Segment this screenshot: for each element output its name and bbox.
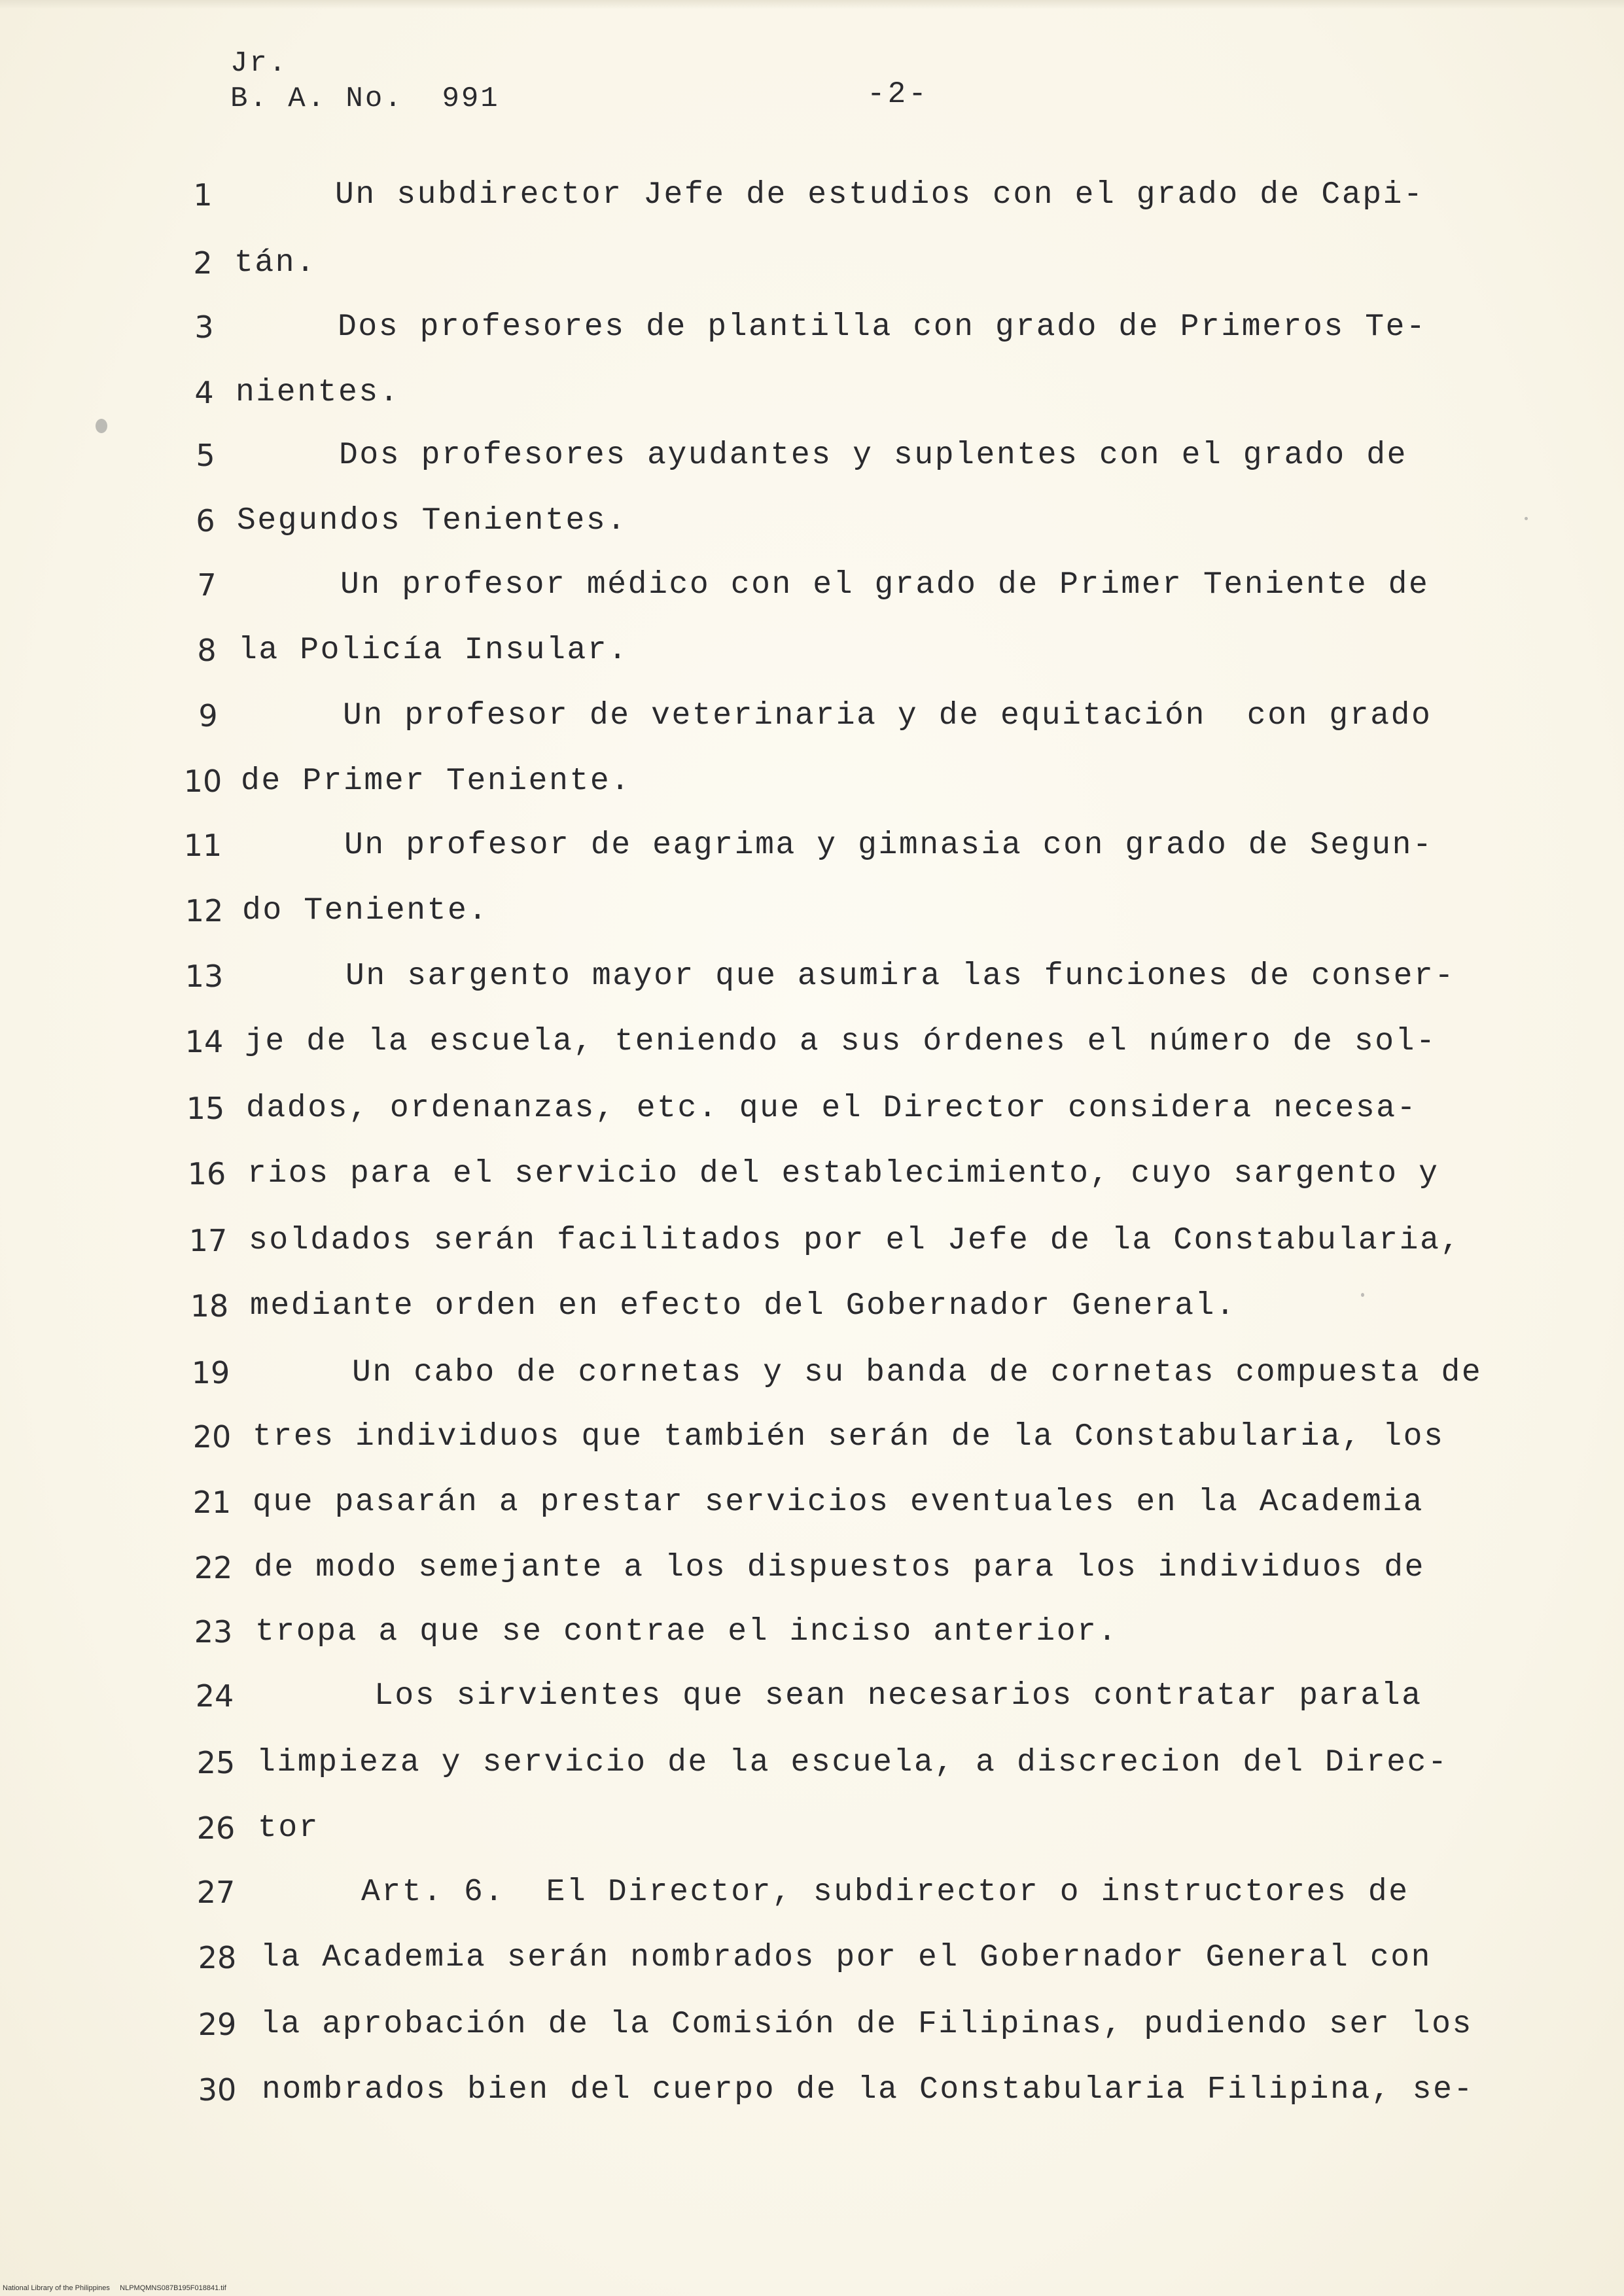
text-line: [0, 1548, 1624, 1587]
line-number: 11: [183, 828, 222, 863]
line-number: 17: [188, 1223, 228, 1258]
line-text: dados, ordenanzas, etc. que el Director considera necesa-: [246, 1091, 1418, 1126]
line-number: 10: [183, 764, 222, 799]
text-line: [0, 1612, 1624, 1651]
line-number: 27: [196, 1875, 236, 1910]
line-text: Los sirvientes que sean necesarios contratar parala: [374, 1678, 1422, 1714]
line-text: tán.: [234, 245, 317, 281]
line-text: mediante orden en efecto del Gobernador General.: [250, 1288, 1237, 1324]
text-line: [0, 1483, 1624, 1522]
paper-speck: [1525, 517, 1528, 520]
paper-speck: [96, 419, 107, 433]
bill-number: B. A. No. 991: [230, 82, 500, 115]
text-line: [0, 631, 1624, 670]
text-line: [0, 1286, 1624, 1326]
text-line: [0, 243, 1624, 283]
line-text: tres individuos que también serán de la Constabularia, los: [253, 1419, 1445, 1455]
paper-speck: [1361, 1293, 1364, 1297]
line-text: que pasarán a prestar servicios eventuales en la Academia: [253, 1485, 1424, 1520]
line-number: 12: [185, 893, 224, 928]
line-text: do Teniente.: [242, 893, 489, 928]
line-number: 24: [195, 1678, 234, 1714]
text-line: [0, 891, 1624, 930]
line-number: 23: [194, 1614, 233, 1650]
line-number: 9: [198, 698, 218, 733]
line-text: de modo semejante a los dispuestos para los individuos de: [254, 1550, 1426, 1585]
text-line: [0, 501, 1624, 540]
text-line: [0, 2005, 1624, 2044]
line-text: Art. 6. El Director, subdirector o instructores de: [361, 1875, 1409, 1910]
text-line: [0, 1743, 1624, 1782]
line-number: 8: [197, 633, 217, 668]
line-number: 2: [193, 245, 213, 281]
text-line: [0, 1089, 1624, 1128]
archive-credit: National Library of the Philippines NLPMQMNS087B195F018841.tif: [3, 2284, 226, 2292]
line-text: Un cabo de cornetas y su banda de cornetas compuesta de: [352, 1355, 1483, 1390]
line-text: Dos profesores de plantilla con grado de Primeros Te-: [338, 309, 1427, 345]
line-number: 14: [185, 1024, 224, 1059]
text-line: [0, 1154, 1624, 1193]
text-line: [0, 1221, 1624, 1260]
line-text: Un subdirector Jefe de estudios con el grado de Capi-: [335, 177, 1424, 213]
text-line: [0, 1676, 1624, 1716]
page-top-edge: [0, 0, 1624, 9]
reference-initials: Jr.: [230, 47, 289, 80]
line-number: 18: [190, 1288, 229, 1324]
line-text: limpieza y servicio de la escuela, a discrecion del Direc-: [256, 1745, 1449, 1780]
text-line: [0, 1873, 1624, 1912]
line-text: tropa a que se contrae el inciso anterior.: [255, 1614, 1118, 1650]
line-number: 16: [187, 1156, 226, 1192]
text-line: [0, 1353, 1624, 1392]
line-text: Un profesor de veterinaria y de equitación con grado: [343, 698, 1432, 733]
line-number: 1: [193, 177, 213, 213]
document-reference: [230, 46, 500, 116]
text-line: [0, 1417, 1624, 1457]
text-line: [0, 696, 1624, 735]
page-number: -2-: [867, 77, 929, 111]
line-text: je de la escuela, teniendo a sus órdenes el número de sol-: [245, 1024, 1437, 1059]
line-number: 28: [198, 1940, 237, 1975]
line-text: la Policía Insular.: [238, 633, 629, 668]
text-line: [0, 826, 1624, 865]
line-number: 25: [196, 1745, 236, 1780]
line-number: 15: [186, 1091, 225, 1126]
line-number: 4: [194, 375, 214, 410]
text-line: [0, 1022, 1624, 1061]
text-line: [0, 565, 1624, 605]
line-number: 6: [196, 503, 215, 539]
line-text: Segundos Tenientes.: [237, 503, 627, 539]
line-text: Un profesor de eagrima y gimnasia con grado de Segun-: [344, 828, 1434, 863]
text-line: [0, 2070, 1624, 2110]
line-text: nientes.: [236, 375, 400, 410]
text-line: [0, 957, 1624, 996]
line-text: Dos profesores ayudantes y suplentes con el grado de: [339, 438, 1408, 473]
text-line: [0, 762, 1624, 801]
line-number: 13: [185, 959, 224, 994]
line-text: rios para el servicio del establecimiento, cuyo sargento y: [247, 1156, 1439, 1192]
line-text: la Academia serán nombrados por el Gobernador General con: [260, 1940, 1432, 1975]
line-number: 29: [198, 2007, 237, 2042]
text-line: [0, 1809, 1624, 1848]
line-text: de Primer Teniente.: [241, 764, 631, 799]
line-text: Un profesor médico con el grado de Primer Teniente de: [340, 567, 1430, 603]
line-number: 7: [197, 567, 217, 603]
line-number: 20: [192, 1419, 232, 1455]
line-number: 21: [192, 1485, 232, 1520]
line-number: 5: [196, 438, 215, 473]
text-line: [0, 436, 1624, 475]
text-line: [0, 373, 1624, 412]
text-line: [0, 308, 1624, 347]
line-number: 22: [194, 1550, 233, 1585]
line-text: soldados serán facilitados por el Jefe de la Constabularia,: [249, 1223, 1461, 1258]
line-number: 30: [198, 2072, 237, 2108]
line-text: tor: [258, 1810, 320, 1846]
line-number: 3: [194, 309, 214, 345]
line-text: Un sargento mayor que asumira las funciones de conser-: [345, 959, 1455, 994]
line-text: nombrados bien del cuerpo de la Constabularia Filipina, se-: [262, 2072, 1474, 2108]
text-line: [0, 175, 1624, 215]
line-number: 26: [196, 1810, 236, 1846]
line-number: 19: [191, 1355, 230, 1390]
text-line: [0, 1938, 1624, 1977]
line-text: la aprobación de la Comisión de Filipinas, pudiendo ser los: [260, 2007, 1473, 2042]
